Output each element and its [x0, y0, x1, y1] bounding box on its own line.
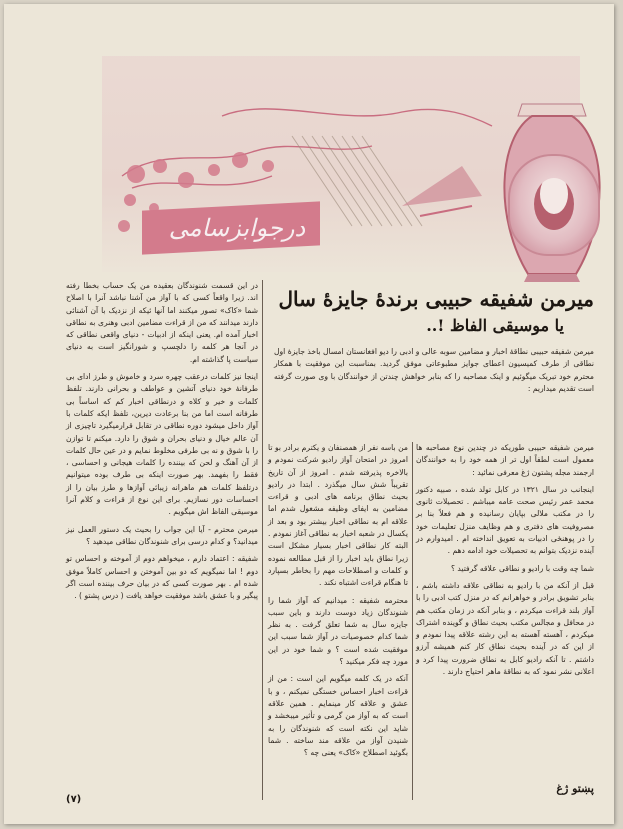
header-banner	[102, 56, 580, 272]
column-divider	[262, 280, 263, 800]
magazine-page	[4, 4, 614, 824]
article-headline	[264, 286, 594, 336]
text-column-right	[416, 442, 594, 683]
headline-main: میرمن شفیقه حبیبی برندۀ جایزۀ سال	[278, 287, 594, 311]
paragraph: من باسه نفر از همصنفان و یکترم برادر بو تا امروز در امتحان آواز رادیو شرکت نمودم و بالاخره پذیرفته شدم . امروز از آن تاریخ تقریباً شش سال میگذرد . ابتدا در رادیو بحیث نطاق برنامه های ادبی و قراءت مضامین به ایفای وظیفه مشغول شدم اما علاقه ام به نطاقی اخبار بیشتر بود و بعد از یکسال در شعبه اخبار به نطاقی آغاز نمودم . البته کار نطاقی اخبار بسیار مشکل است زیرا نطاق باید اخبار را از قبل مطالعه نموده و کلمات و اصطلاحات مهم را بخاطر بسپارد تا هنگام قراءت اشتباه نکند .	[268, 443, 408, 588]
paragraph: میرمن محترم - آیا این جواب را بحیث یک دستور العمل نیز میدانید؟ و کدام درسی برای شنوندگان نطاقی میدهید ؟	[66, 524, 258, 546]
section-title: درجوابزسامی	[168, 214, 306, 242]
paragraph: اینجانب در سال ۱۳۲۱ در کابل تولد شده ، صبیه دکتور محمد عمر رئیس صحت عامه میباشم . تحصیلات ثانوی را در مکتب ملالی بپایان رسانیده و هم فعلاً بنا بر مصروفیت های دفتری و هم وظایف منزل تعلیمات خود را در پوهنځی ادبیات به تعویق انداخته ام . امیدوارم در آینده نزدیک بتوانم به تحصیلات خود ادامه دهم .	[416, 484, 594, 556]
headline-sub: یا موسیقی الفاظ !..	[426, 316, 564, 335]
paragraph: آنکه در یک کلمه میگویم این است : من از قراءت اخبار احساس خستگی نمیکنم ، و با عشق و علاقه کار مینمایم . همین علاقه است که به آواز من گرمی و تأثیر میبخشد و شاید این نکته است که شنوندگان را به شنیدن آواز من علاقه مند ساخته . شما بگوئید اصطلاح «کاک» یعنی چه ؟	[268, 674, 408, 758]
page-content	[22, 24, 594, 804]
paragraph: شما چه وقت با رادیو و نطاقی علاقه گرفتید ؟	[450, 563, 594, 573]
paragraph: قبل از آنکه من با رادیو به نطاقی علاقه داشته باشم ، بنابر تشویق برادر و خواهرانم که در منزل کتب ادبی را با آواز بلند قراءت میکردم ، و بنابر آنکه در زمان مکتب هم در محافل و مجالس مکتب بحیث نطاق و گوینده اشتراک میکردم ، آهسته آهسته به این رشته علاقه پیدا نمودم و از این که در آینده بحیث نطاق کار کنم همیشه آرزو داشتم . تا آنکه رادیو کابل به نطاق ضرورت پیدا کرد و اعلانی نشر نمود که به نطاقۀ ماهر احتیاج دارند .	[416, 580, 594, 677]
article-intro: میرمن شفیقه حبیبی نطاقۀ اخبار و مضامین سوبه عالی و ادبی را دیو افغانستان امسال باخذ جایزۀ اول نطاقی از طرف کمیسیون اعطای جوایز مطبوعاتی موفق گردید. بمناسبت این موفقیت با همکار محترم خود تبریک میگوئیم و اینک مصاحبه را که بنابر خواهش چندتن از خوانندگان با وی صورت گرفته است تقدیم میداریم :	[274, 347, 594, 393]
paragraph: میرمن شفیقه حبیبی طوریکه در چندین نوع مصاحبه ها معمول است لطفاً اول تر از همه خود را به خوانندگان ارجمند مجله پشتون ژغ معرفی نمائید :	[416, 443, 594, 477]
paragraph: شفیقه : اعتماد دارم ، میخواهم دوم از آموخته و احساس تو دوم ! اما نمیگویم که دو بین آموختن و احساس کاملاً موفق شده ام . بهر صورت کسی که در بیان حرف بیننده است اگر پیگیر و با عشق باشد موفقیت خواهد یافت ( درس پشتو ) .	[66, 554, 258, 601]
paragraph: اینجا نیز کلمات درعقب چهره سرد و خاموش و طرز ادای بی طرفانۀ خود دنیای آتشین و عواطف و بحرانی دارند. تلفظ کلمات و خیر و کلاه و درنطاقی اخبار کم که اساساً بی طرفانه است اما من بنا برعادت دیرین، تلفظ ایکه کلمات با آواز داخل میشود دوره نطاقی در تقابل قرارمیگیرد تاچیزی از آن عالم خیال و دنیای بحران و شوق را دارد. میکنم تا توازن را با شوق و نه بی طرفی مخلوط نمایم و در عین حال کلمات از آن آهنگ و لحن که بیننده را کلمات هیجانی و احساسی ، فقط را بفهمد. بهر صورت اینکه بی طرف بوده میتوانیم درتلفظ کلمات هم ماهرانه زیبائی آوازها و طرز بیان را از احساسات دور نسازیم. برای این نوع از قراءت و کلام آنرا موسیقی الفاظ اش میگویم .	[66, 372, 258, 517]
column-divider	[412, 442, 413, 800]
portrait-photo	[508, 154, 600, 256]
text-column-middle	[268, 442, 408, 764]
text-column-left	[66, 280, 258, 607]
portrait-face	[534, 178, 574, 230]
page-number: (۷)	[66, 794, 82, 805]
paragraph: در این قسمت شنوندگان بعقیده من یک حساب بخطا رفته اند. زیرا واقعاً کسی که با آواز من آشنا نباشد آنرا با اصلاح شما «کاک» تصور میکنند اما آنها ئیکه از نزدیک با آن آشنائی دارند میدانند که من از قراءت مضامین ادبی وهنری به نطاقی اخبار آمده ام. یعنی اینکه از ادبیات - دنیای واقعی نطاقی که در آنجا هر کلمه را دلچسپ و شورانگیز است به دنیای سیاست پا گذاشته ام.	[66, 281, 258, 364]
author-signature: پښتو ژغ	[556, 782, 594, 795]
paragraph: محترمه شفیقه : میدانیم که آواز شما را شنوندگان زیاد دوست دارند و باین سبب جایزه سال به شما تعلق گرفت . به نظر شما کدام خصوصیات در آواز شما سبب این موفقیت شده است ؟ و شما خود در این مورد چه فکر میکنید ؟	[268, 595, 408, 667]
